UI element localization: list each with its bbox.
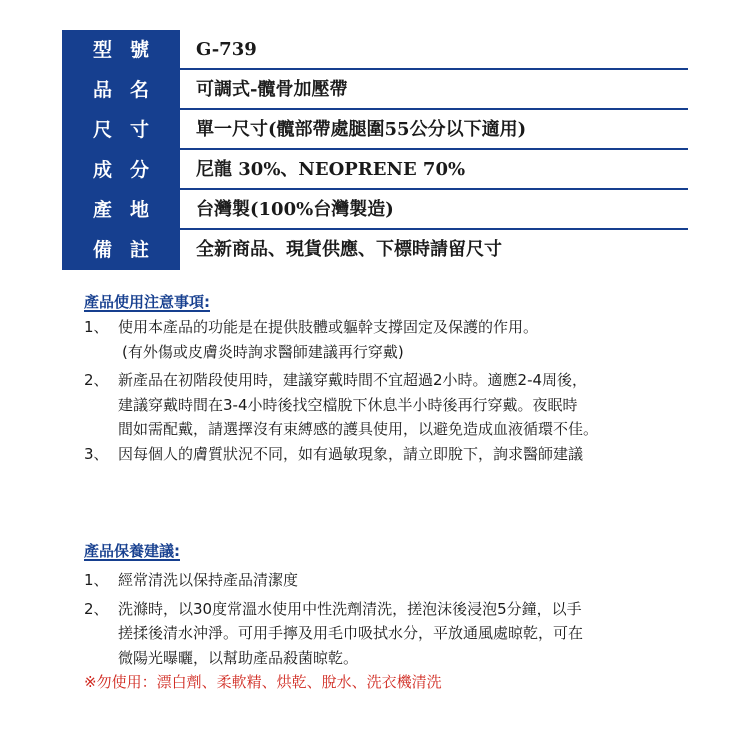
item-number: 1、 [84,318,109,336]
spec-label: 品名 [62,70,180,110]
usage-item-1 [84,315,704,340]
care-tips-section [84,540,704,695]
usage-notes-section [84,291,704,466]
usage-notes-title: 產品使用注意事項: [84,293,210,311]
item-line: 洗滌時，以30度常溫水使用中性洗劑清洗，搓泡沫後浸泡5分鐘，以手 [118,599,582,618]
spec-value: 台灣製(100%台灣製造) [196,199,394,220]
item-number: 1、 [84,571,109,589]
item-number: 2、 [84,599,109,618]
spec-value: 可調式-髖骨加壓帶 [196,79,348,100]
spec-label: 成分 [62,150,180,190]
spec-label: 型號 [62,30,180,70]
spec-value: G-739 [196,39,257,60]
item-number: 3、 [84,444,109,463]
item-line: 因每個人的膚質狀況不同，如有過敏現象，請立即脫下，詢求醫師建議 [118,444,584,463]
spec-row-material [62,150,688,190]
item-line: 使用本產品的功能是在提供肢體或軀幹支撐固定及保護的作用。 [118,318,539,336]
usage-item-2 [84,368,704,442]
care-item-2 [84,597,704,671]
item-line: 建議穿戴時間在3-4小時後找空檔脫下休息半小時後再行穿戴。夜眠時 [118,395,578,414]
item-line: 搓揉後清水沖淨。可用手擰及用毛巾吸拭水分，平放通風處晾乾，可在 [118,624,584,642]
spec-value: 單一尺寸(髖部帶處腿圍55公分以下適用) [196,119,527,140]
care-tips-title: 產品保養建議: [84,542,180,560]
spec-row-model [62,30,688,70]
item-line: 間如需配戴，請選擇沒有束縛感的護具使用，以避免造成血液循環不佳。 [118,420,599,438]
item-number: 2、 [84,371,109,389]
item-line: 經常清洗以保持產品清潔度 [118,571,299,589]
spec-label: 尺寸 [62,110,180,150]
usage-note: (有外傷或皮膚炎時詢求醫師建議再行穿戴) [122,342,404,361]
spec-row-remarks [62,230,688,270]
spec-row-size [62,110,688,150]
usage-item-3 [84,442,704,467]
spec-table [62,30,688,270]
spec-row-origin [62,190,688,230]
spec-label: 備註 [62,230,180,270]
spec-row-product-name [62,70,688,110]
item-line: 微陽光曝曬，以幫助產品殺菌晾乾。 [118,648,359,667]
spec-label: 產地 [62,190,180,230]
care-item-1 [84,568,704,593]
item-line: 新產品在初階段使用時，建議穿戴時間不宜超過2小時。適應2-4周後， [118,371,588,389]
care-warning: ※勿使用：漂白劑、柔軟精、烘乾、脫水、洗衣機清洗 [84,673,442,691]
spec-value: 全新商品、現貨供應、下標時請留尺寸 [196,239,502,260]
spec-value: 尼龍 30%、NEOPRENE 70% [196,159,466,180]
